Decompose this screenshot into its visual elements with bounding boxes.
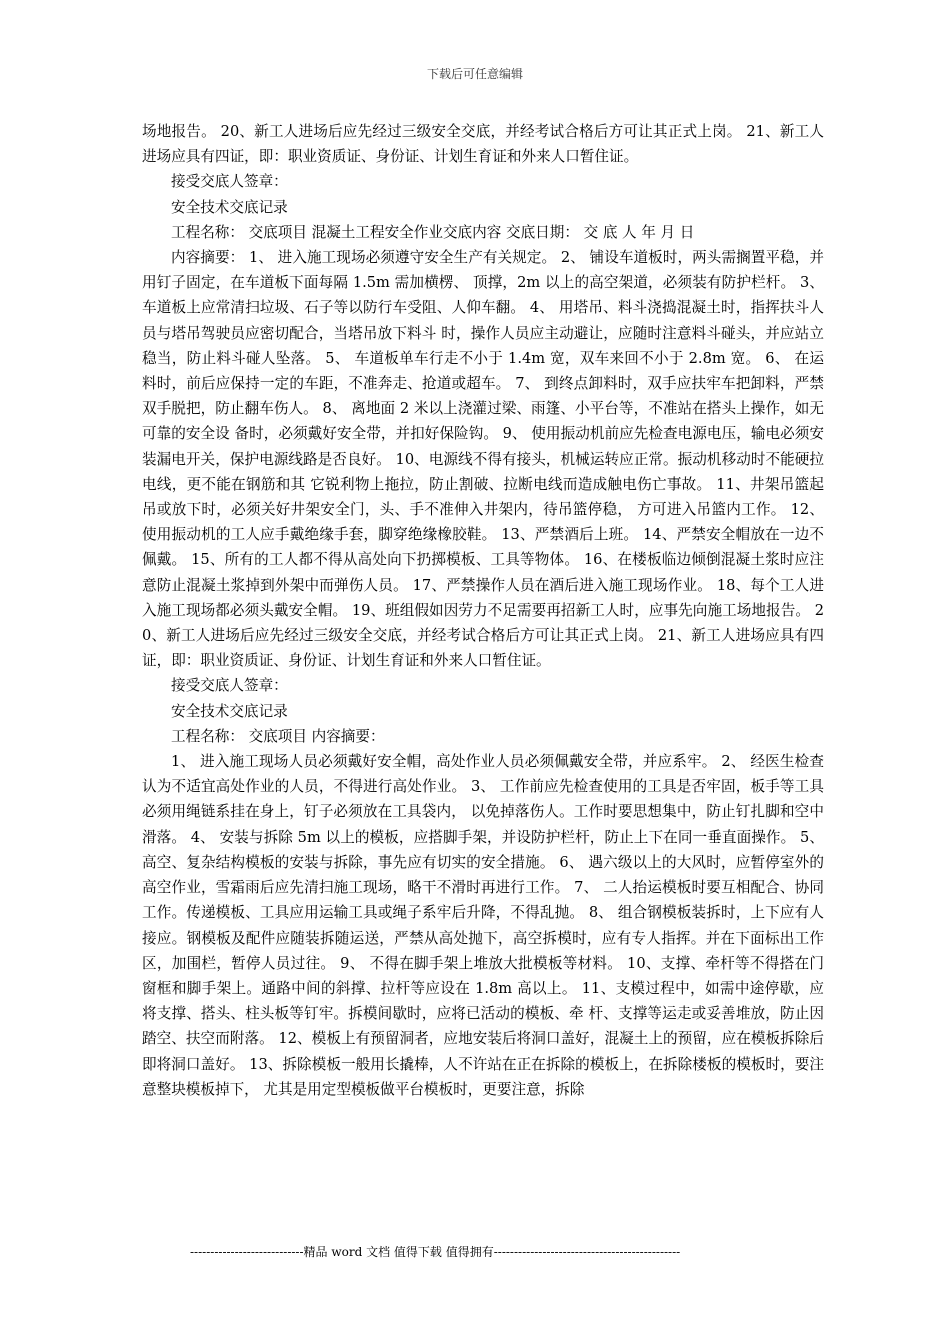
signature-label: 接受交底人签章： [171, 173, 288, 191]
section-title: 安全技术交底记录 [171, 702, 288, 720]
content-summary: 内容摘要： 1、 进入施工现场必须遵守安全生产有关规定。 2、 铺设车道板时，两头需搁置平稳，并用钉子固定，在车道板下面每隔 1.5m 需加横楞、 顶撑，2m 以上的高空架道，必须装有防护栏杆。 3、 车道板上应常清扫垃圾、石子等以防行车受阻、人仰车翻。 4、 用塔吊、料斗浇捣混凝土时，指挥扶斗人员与塔吊驾驶员应密切配合，当塔吊放下料斗 时，操作人员应主动避让，应随时注意料斗碰头，并应站立稳当，防止料斗碰人坠落。 5、 车道板单车行走不小于 1.4m 宽，双车来回不小于 2.8m 宽。 6、 在运料时，前后应保持一定的车距，不准奔走、抢道或超车。 7、 到终点卸料时，双手应扶牢车把卸料，严禁双手脱把，防止翻车伤人。 8、 离地面 2 米以上浇灌过梁、雨篷、小平台等，不准站在搭头上操作，如无可靠的安全设 备时，必须戴好安全带，并扣好保险钩。 9、 使用振动机前应先检查电源电压，输电必须安装漏电开关，保护电源线路是否良好。 10、电源线不得有接头，机械运转应正常。振动机移动时不能硬拉电线，更不能在钢筋和其 它锐利物上拖拉，防止割破、拉断电线而造成触电伤亡事故。 11、井架吊篮起吊或放下时，必须关好井架安全门，头、手不准伸入井架内，待吊篮停稳， 方可进入吊篮内工作。 12、使用振动机的工人应手戴绝缘手套，脚穿绝缘橡胶鞋。 13、严禁酒后上班。 14、严禁安全帽放在一边不佩戴。 15、所有的工人都不得从高处向下扔掷模板、工具等物体。 16、在楼板临边倾倒混凝土浆时应注意防止混凝土浆掉到外架中而弹伤人员。 17、严禁操作人员在酒后进入施工现场作业。 18、每个工人进入施工现场都必须头戴安全帽。 19、班组假如因劳力不足需要再招新工人时，应事先向施工场地报告。 20、新工人进场后应先经过三级安全交底，并经考试合格后方可让其正式上岗。 21、新工人进场应具有四证，即：职业资质证、身份证、计划生育证和外来人口暂住证。 [142, 249, 824, 670]
signature-label: 接受交底人签章： [171, 677, 288, 695]
page-footer: ----------------------------精品 word 文档 值得下载 值得拥有---------------------------------------------- [190, 1245, 681, 1259]
page-header: 下载后可任意编辑 [426, 67, 523, 81]
content-summary: 1、 进入施工现场人员必须戴好安全帽，高处作业人员必须佩戴安全带，并应系牢。 2、 经医生检查认为不适宜高处作业的人员，不得进行高处作业。 3、 工作前应先检查使用的工具是否牢固，板手等工具必须用绳链系挂在身上，钉子必须放在工具袋内， 以免掉落伤人。工作时要思想集中，防止钉扎脚和空中滑落。 4、 安装与拆除 5m 以上的模板，应搭脚手架，并设防护栏杆，防止上下在同一垂直面操作。 5、 高空、复杂结构模板的安装与拆除，事先应有切实的安全措施。 6、 遇六级以上的大风时，应暂停室外的高空作业，雪霜雨后应先清扫施工现场，略干不滑时再进行工作。 7、 二人抬运模板时要互相配合、协同工作。传递模板、工具应用运输工具或绳子系牢后升降，不得乱抛。 8、 组合钢模板装拆时，上下应有人接应。钢模板及配件应随装拆随运送，严禁从高处抛下，高空拆模时，应有专人指挥。并在下面标出工作区，加围栏，暂停人员过往。 9、 不得在脚手架上堆放大批模板等材料。 10、支撑、牵杆等不得搭在门窗框和脚手架上。通路中间的斜撑、拉杆等应设在 1.8m 高以上。 11、支模过程中，如需中途停歇，应将支撑、搭头、柱头板等钉牢。拆模间歇时，应将已活动的模板、牵 杆、支撑等运走或妥善堆放，防止因踏空、扶空而附落。 12、模板上有预留洞者，应地安装后将洞口盖好，混凝土上的预留，应在模板拆除后即将洞口盖好。 13、拆除模板一般用长撬棒，人不许站在正在拆除的模板上，在拆除楼板的模板时，要注意整块模板掉下， 尤其是用定型模板做平台模板时，更要注意，拆除 [142, 753, 824, 1098]
project-info-line: 工程名称： 交底项目 混凝土工程安全作业交底内容 交底日期： 交 底 人 年 月 日 [171, 223, 695, 241]
paragraph-continued: 场地报告。 20、新工人进场后应先经过三级安全交底，并经考试合格后方可让其正式上岗。 21、新工人进场应具有四证，即：职业资质证、身份证、计划生育证和外来人口暂住证。 [142, 123, 824, 166]
document-body [142, 119, 824, 1102]
project-info-line: 工程名称： 交底项目 内容摘要： [171, 727, 385, 745]
section-title: 安全技术交底记录 [171, 198, 288, 216]
